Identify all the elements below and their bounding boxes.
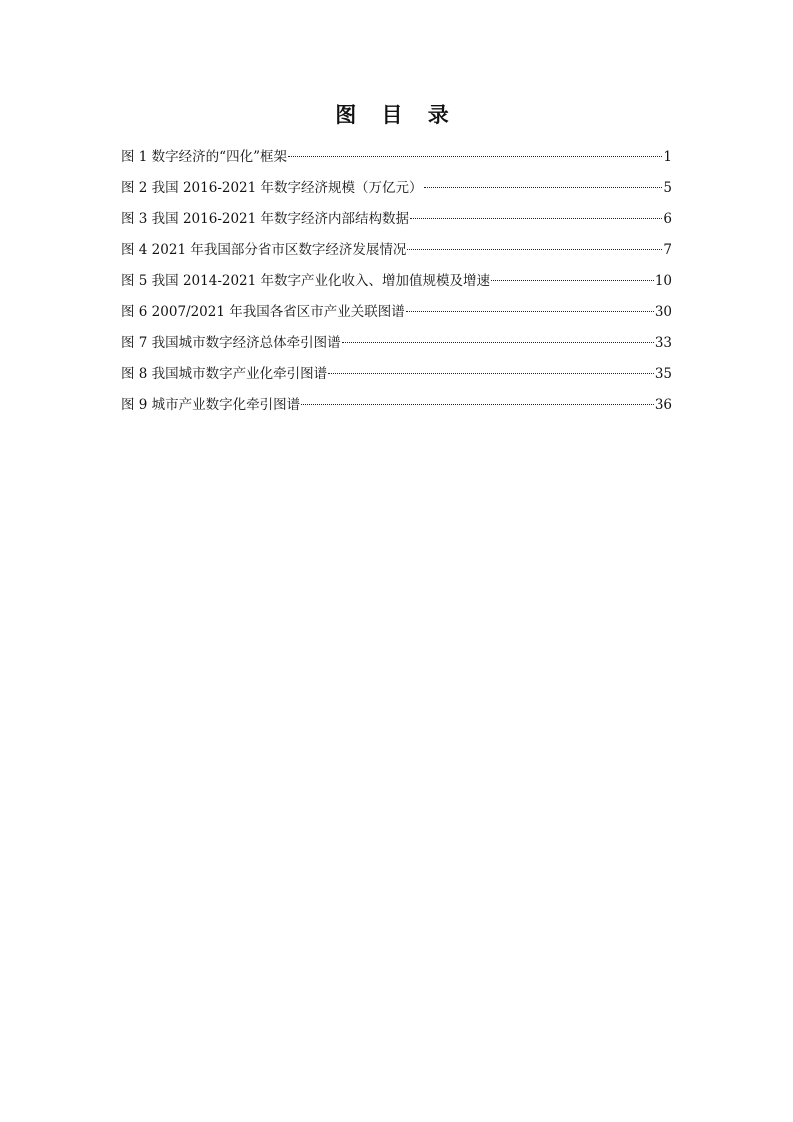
toc-entry-label: 图 8 我国城市数字产业化牵引图谱 bbox=[121, 366, 328, 382]
dot-leader bbox=[407, 249, 662, 250]
toc-entry-label: 图 7 我国城市数字经济总体牵引图谱 bbox=[121, 335, 341, 351]
dot-leader bbox=[406, 311, 654, 312]
dot-leader bbox=[410, 218, 662, 219]
toc-entry-page-number: 10 bbox=[654, 273, 672, 289]
toc-entry-page-number: 36 bbox=[654, 397, 672, 413]
toc-entry-label: 图 2 我国 2016-2021 年数字经济规模（万亿元） bbox=[121, 180, 423, 196]
page-title: 图 目 录 bbox=[335, 103, 458, 127]
toc-entry[interactable] bbox=[121, 173, 672, 204]
toc-entry-page-number: 7 bbox=[663, 242, 672, 258]
toc-entry[interactable] bbox=[121, 204, 672, 235]
toc-entry-page-number: 30 bbox=[654, 304, 672, 320]
dot-leader bbox=[424, 187, 663, 188]
toc-entry-page-number: 5 bbox=[663, 180, 672, 196]
dot-leader bbox=[288, 156, 662, 157]
dot-leader bbox=[342, 342, 654, 343]
figure-list bbox=[121, 142, 672, 421]
toc-entry[interactable] bbox=[121, 328, 672, 359]
toc-entry[interactable] bbox=[121, 297, 672, 328]
toc-entry-label: 图 5 我国 2014-2021 年数字产业化收入、增加值规模及增速 bbox=[121, 273, 491, 289]
toc-entry-label: 图 6 2007/2021 年我国各省区市产业关联图谱 bbox=[121, 304, 405, 320]
toc-entry-label: 图 4 2021 年我国部分省市区数字经济发展情况 bbox=[121, 242, 407, 258]
dot-leader bbox=[328, 373, 654, 374]
dot-leader bbox=[301, 404, 654, 405]
dot-leader bbox=[491, 280, 654, 281]
toc-entry-page-number: 33 bbox=[654, 335, 672, 351]
toc-entry-label: 图 1 数字经济的“四化”框架 bbox=[121, 149, 287, 165]
toc-entry[interactable] bbox=[121, 266, 672, 297]
toc-entry-label: 图 3 我国 2016-2021 年数字经济内部结构数据 bbox=[121, 211, 410, 227]
toc-entry-page-number: 6 bbox=[663, 211, 672, 227]
toc-entry-page-number: 35 bbox=[654, 366, 672, 382]
toc-entry[interactable] bbox=[121, 359, 672, 390]
toc-entry[interactable] bbox=[121, 235, 672, 266]
toc-entry-page-number: 1 bbox=[663, 149, 672, 165]
toc-entry[interactable] bbox=[121, 142, 672, 173]
toc-entry-label: 图 9 城市产业数字化牵引图谱 bbox=[121, 397, 301, 413]
toc-entry[interactable] bbox=[121, 390, 672, 421]
